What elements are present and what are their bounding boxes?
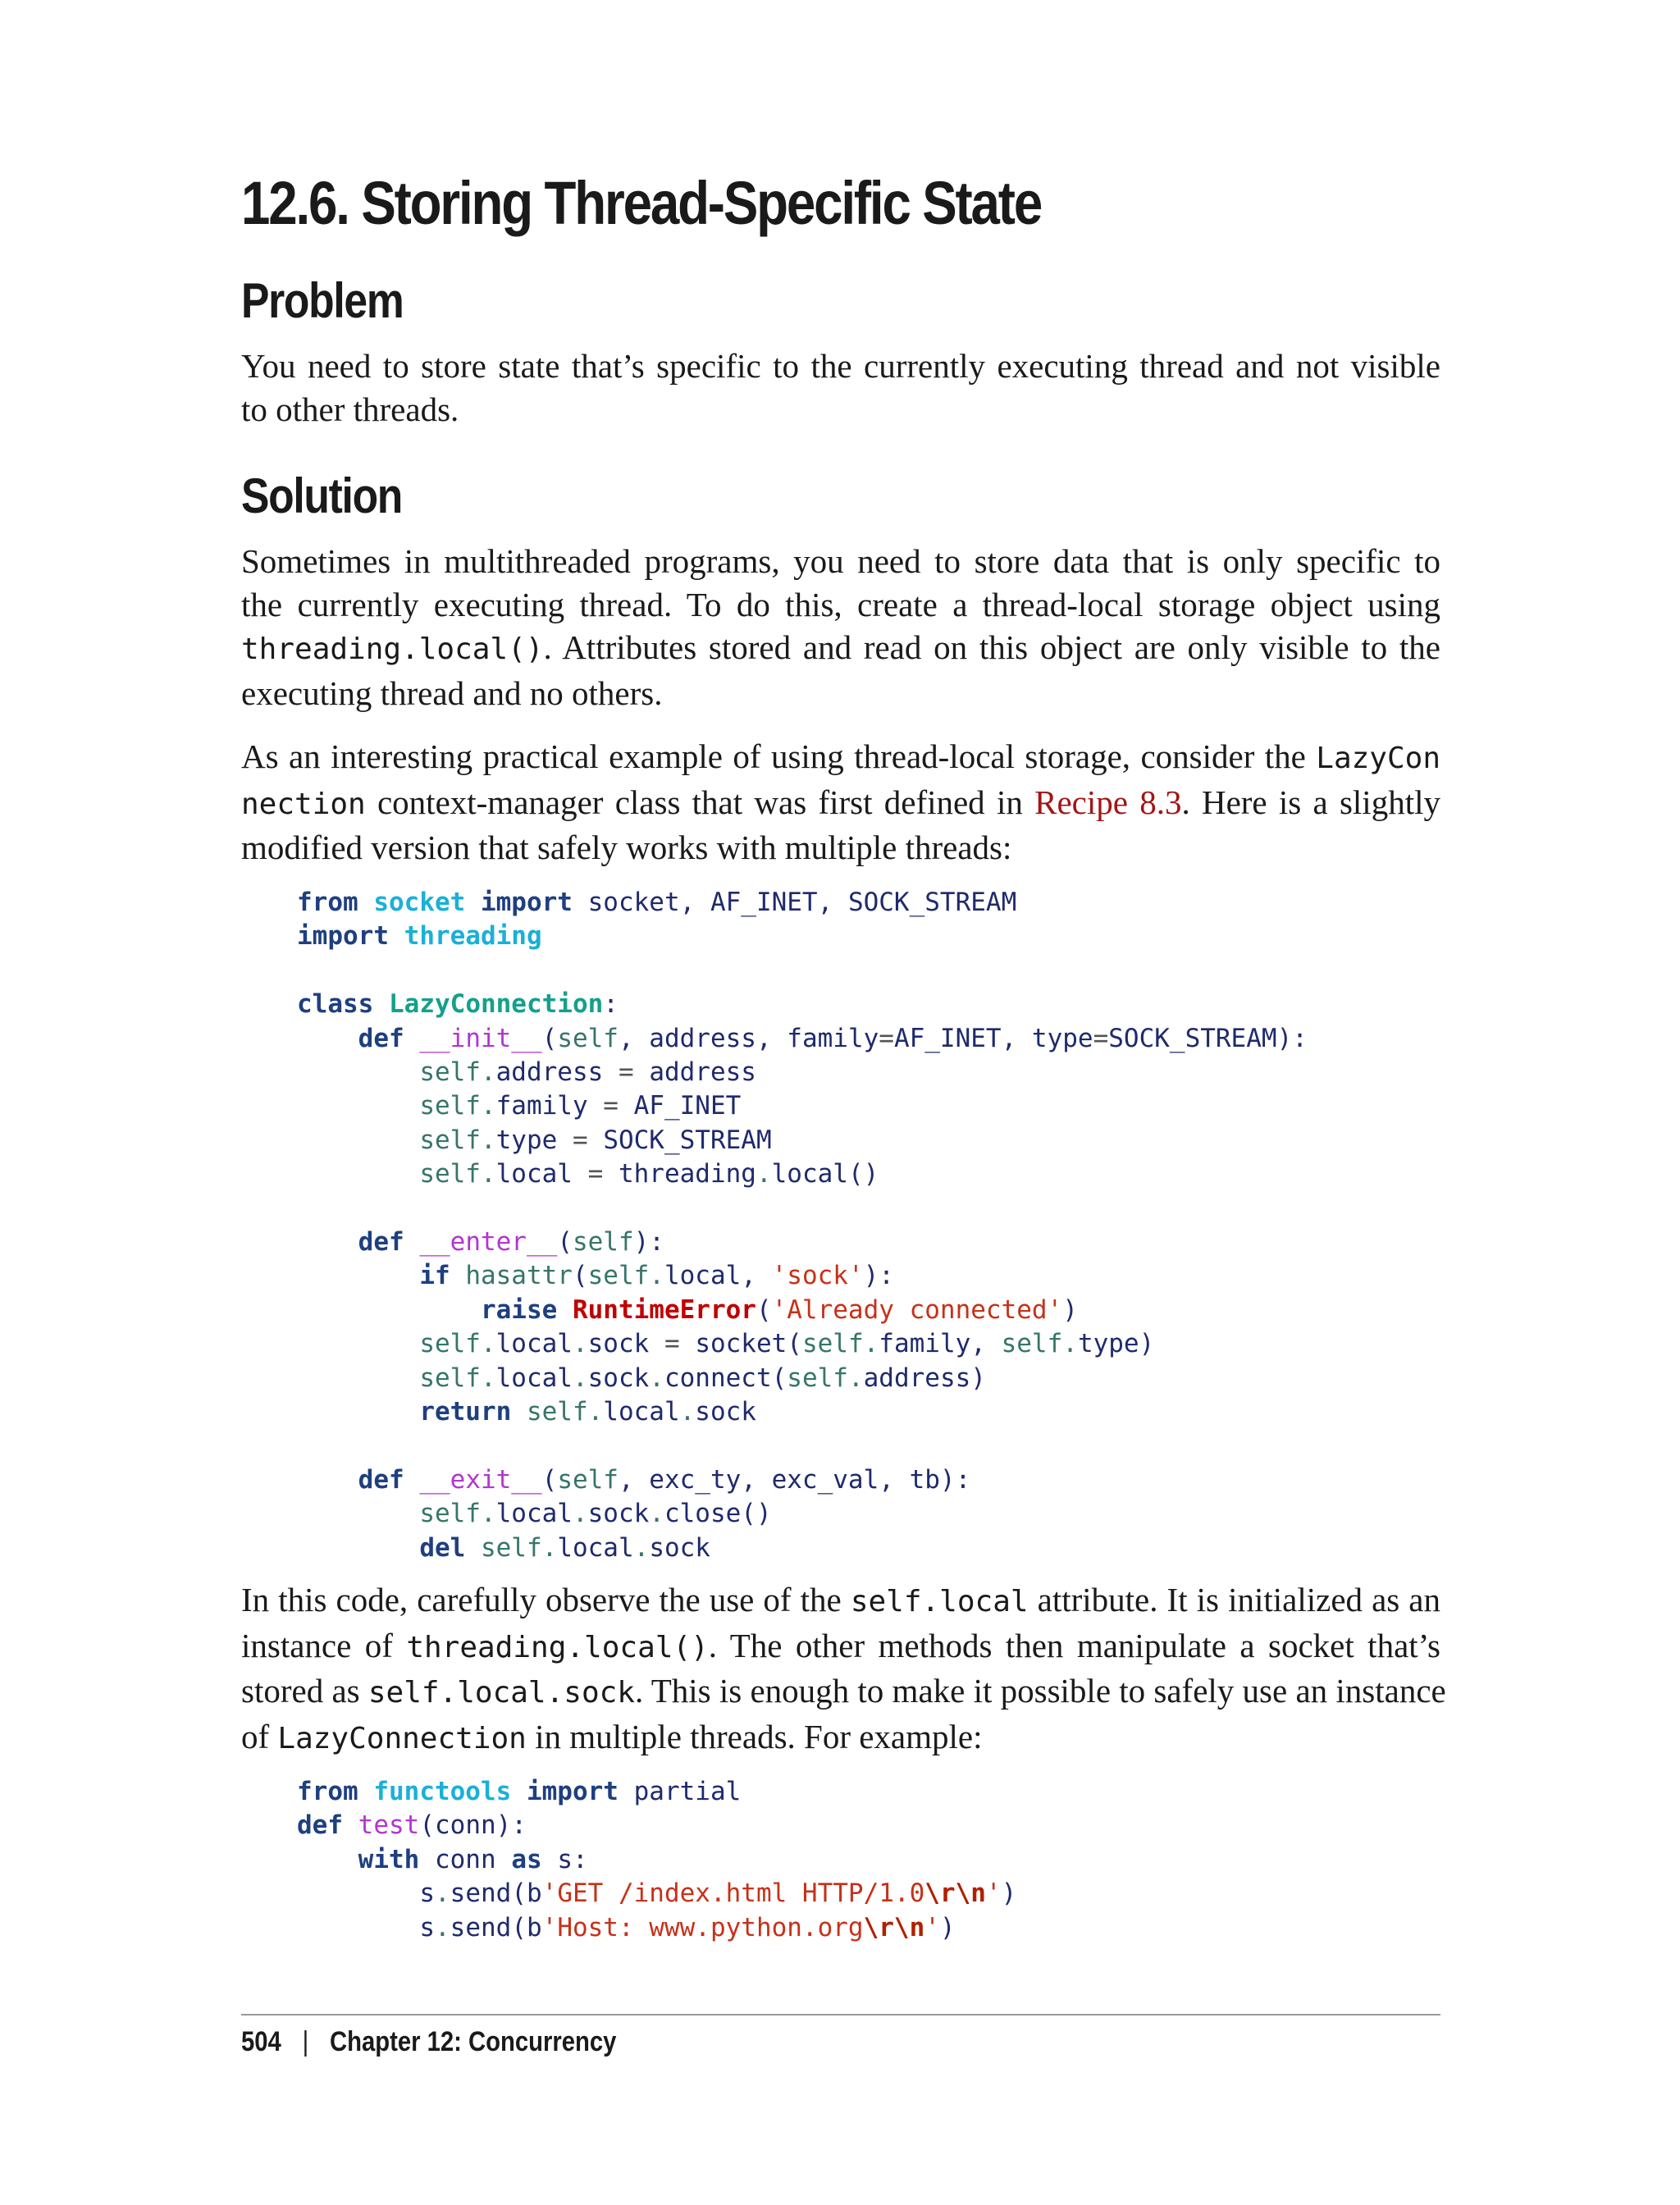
page-footer xyxy=(241,2026,616,2058)
para3-line-2: instance of threading.local(). The other methods then manipulate a socket that’s xyxy=(241,1626,1440,1664)
para1-line-4: executing thread and no others. xyxy=(241,673,663,712)
inline-code: threading.local() xyxy=(241,632,544,666)
para3-line-4: of LazyConnection in multiple threads. For example: xyxy=(241,1717,983,1755)
footer-rule xyxy=(241,2014,1440,2016)
para3-line-3: stored as self.local.sock. This is enough to make it possible to safely use an instance xyxy=(241,1672,1446,1710)
footer-separator: | xyxy=(302,2026,309,2057)
recipe-link[interactable]: Recipe 8.3 xyxy=(1034,783,1182,821)
solution-paragraph-3 xyxy=(241,1578,1446,1760)
para2-line-3: modified version that safely works with multiple threads: xyxy=(241,829,1012,866)
page-number: 504 xyxy=(241,2026,281,2057)
problem-line-2: to other threads. xyxy=(241,390,459,428)
para2-line-1: As an interesting practical example of using thread-local storage, consider the LazyCon xyxy=(241,737,1440,775)
para3-line-1: In this code, carefully observe the use of the self.local attribute. It is initialized as an xyxy=(241,1581,1441,1618)
problem-line-1: You need to store state that’s specific to the currently executing thread and not visible xyxy=(241,347,1440,385)
problem-text xyxy=(241,345,1440,431)
code-block-lazy-connection: from socket import socket, AF_INET, SOCK_STREAM import threading class LazyConnection: def __init__(self, address, family=AF_INET, type=SOCK_STREAM): self.address = address self.family = AF_INET self.type = SOCK_STREAM self.local = threading.local() def __enter__(self): if hasattr(self.local, 'sock'): raise RuntimeError('Already connected') self.local.sock = socket(self.family, self.type) self.local.sock.connect(self.address) return self.local.sock def __exit__(self, exc_ty, exc_val, tb): self.local.sock.close() del self.local.sock xyxy=(297,888,1308,1563)
code-block-test-function: from functools import partial def test(conn): with conn as s: s.send(b'GET /index.html HTTP/1.0\r\n') s.send(b'Host: www.python.org\r\n') xyxy=(297,1777,1017,1942)
solution-paragraph-1 xyxy=(241,540,1440,714)
inline-code: nection xyxy=(241,787,366,821)
inline-code: self.local.sock xyxy=(368,1676,635,1710)
para1-line-1: Sometimes in multithreaded programs, you need to store data that is only specific to xyxy=(241,542,1440,580)
section-title: 12.6. Storing Thread-Specific State xyxy=(241,169,1042,237)
solution-heading: Solution xyxy=(241,468,403,523)
para2-line-2: nection context-manager class that was first defined in Recipe 8.3. Here is a slightly xyxy=(241,783,1440,821)
problem-heading: Problem xyxy=(241,273,404,328)
inline-code: threading.local() xyxy=(406,1630,709,1664)
inline-code: LazyConnection xyxy=(277,1721,527,1755)
inline-code: LazyCon xyxy=(1316,742,1440,775)
para1-line-3: threading.local(). Attributes stored and read on this object are only visible to the xyxy=(241,628,1440,666)
solution-paragraph-2 xyxy=(241,735,1440,870)
para1-line-2: the currently executing thread. To do this, create a thread-local storage object using xyxy=(241,585,1440,623)
chapter-title: Chapter 12: Concurrency xyxy=(329,2026,617,2057)
inline-code: self.local xyxy=(850,1585,1029,1618)
